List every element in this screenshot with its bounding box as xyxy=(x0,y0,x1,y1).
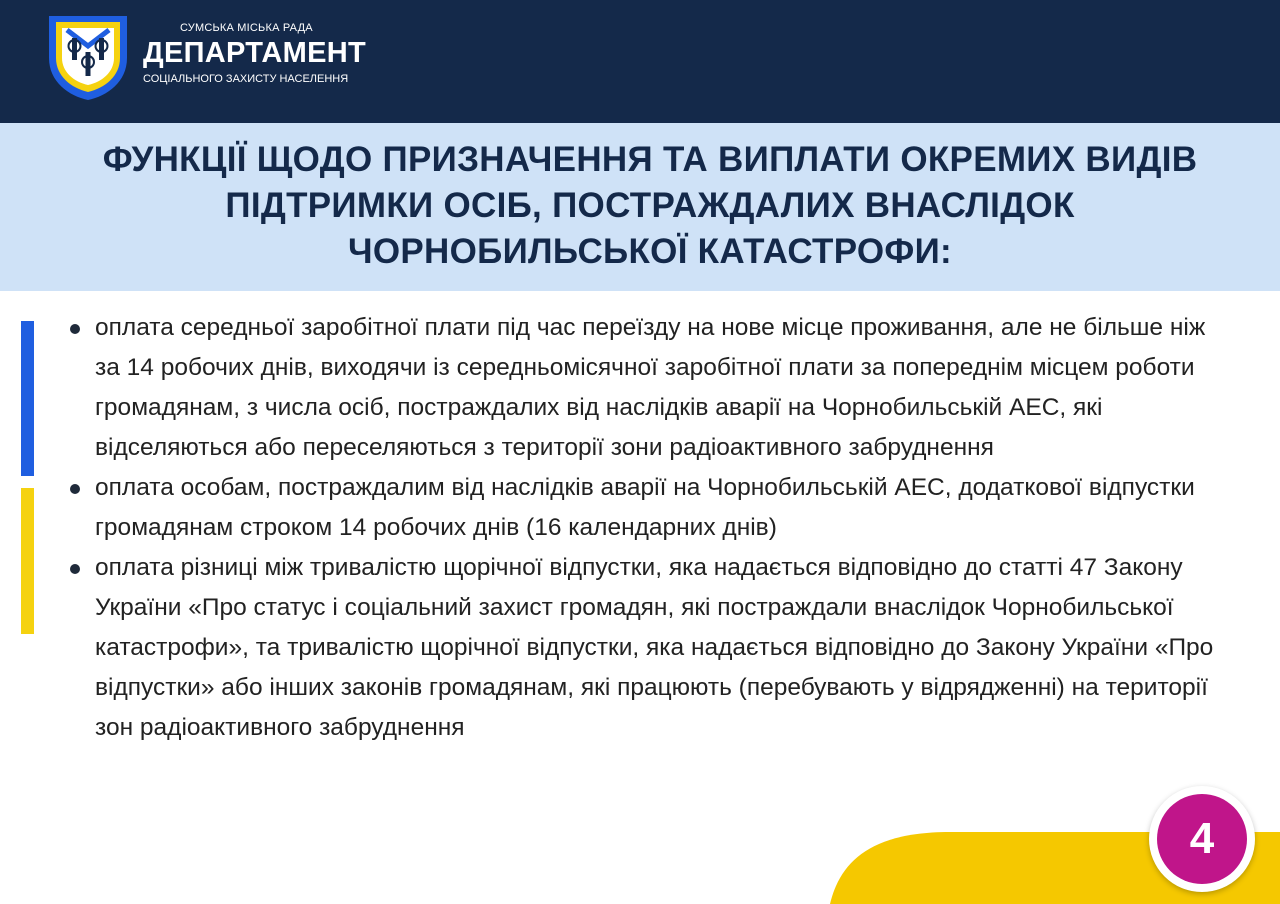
list-item xyxy=(95,468,1225,548)
list-item xyxy=(95,308,1225,468)
page-number: 4 xyxy=(1157,794,1247,884)
bullet-icon xyxy=(70,564,80,574)
bullet-icon xyxy=(70,324,80,334)
accent-bar-yellow xyxy=(21,488,34,634)
org-top-label: СУМСЬКА МІСЬКА РАДА xyxy=(180,22,313,34)
list-item-text: оплата різниці між тривалістю щорічної відпустки, яка надається відповідно до статті 47 Закону України «Про статус і соціальний захист громадян, які постраждали внаслідок Чорнобильської катастрофи», та тривалістю щорічної відпустки, яка надається відповідно до Закону України «Про відпустки» або інших законів громадянам, які працюють (перебувають у відрядженні) на території зон радіоактивного забруднення xyxy=(95,554,1214,741)
list-item-text: оплата особам, постраждалим від наслідків аварії на Чорнобильській АЕС, додаткової відпустки громадянам строком 14 робочих днів (16 календарних днів) xyxy=(95,474,1195,541)
org-subtitle: СОЦІАЛЬНОГО ЗАХИСТУ НАСЕЛЕННЯ xyxy=(143,73,349,85)
list-item-text: оплата середньої заробітної плати під час переїзду на нове місце проживання, але не більше ніж за 14 робочих днів, виходячи із середньомісячної заробітної плати за попереднім місцем роботи громадянам, з числа осіб, постраждалих від наслідків аварії на Чорнобильській АЕС, які відселяються або переселяються з території зони радіоактивного забруднення xyxy=(95,314,1206,461)
page-number-badge xyxy=(1149,786,1255,892)
accent-bar-blue xyxy=(21,321,34,476)
bullet-icon xyxy=(70,484,80,494)
page-title: ФУНКЦІЇ ЩОДО ПРИЗНАЧЕННЯ ТА ВИПЛАТИ ОКРЕМИХ ВИДІВ ПІДТРИМКИ ОСІБ, ПОСТРАЖДАЛИХ ВНАСЛІДОК ЧОРНОБИЛЬСЬКОЇ КАТАСТРОФИ: xyxy=(102,140,1198,271)
header-bar xyxy=(0,0,1280,123)
org-name: ДЕПАРТАМЕНТ xyxy=(143,37,367,69)
shield-logo-icon xyxy=(45,12,131,102)
functions-list xyxy=(95,308,1225,748)
list-item xyxy=(95,548,1225,748)
